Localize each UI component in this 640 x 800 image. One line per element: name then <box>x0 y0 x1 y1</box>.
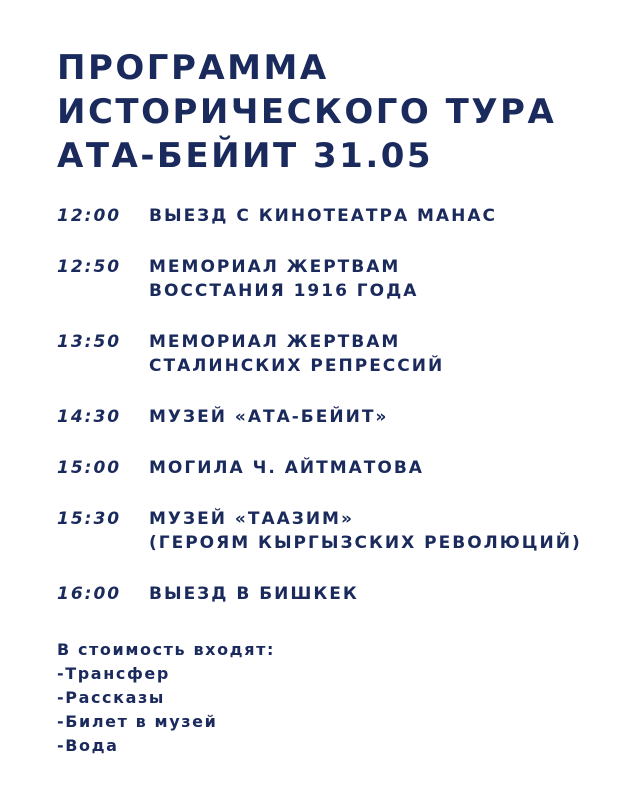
schedule-time: 12:50 <box>57 257 122 277</box>
schedule-item <box>57 204 627 228</box>
schedule-description <box>149 456 424 480</box>
title-line-1: ПРОГРАММА <box>57 48 329 88</box>
schedule-list <box>57 204 627 633</box>
schedule-description-line: СТАЛИНСКИХ РЕПРЕССИЙ <box>149 356 445 376</box>
price-includes-heading: В стоимость входят: <box>57 640 275 659</box>
schedule-description-line: ВОССТАНИЯ 1916 ГОДА <box>149 281 419 301</box>
schedule-item <box>57 456 627 480</box>
schedule-description <box>149 405 388 429</box>
schedule-item <box>57 582 627 606</box>
schedule-description-line: (ГЕРОЯМ КЫРГЫЗСКИХ РЕВОЛЮЦИЙ) <box>149 533 582 553</box>
schedule-time: 14:30 <box>57 407 122 427</box>
schedule-time: 13:50 <box>57 332 122 352</box>
schedule-description-line: МЕМОРИАЛ ЖЕРТВАМ <box>149 332 401 352</box>
price-includes-item: -Рассказы <box>57 688 165 707</box>
schedule-description-line: ВЫЕЗД В БИШКЕК <box>149 584 359 604</box>
price-includes-item: -Билет в музей <box>57 712 218 731</box>
schedule-time: 16:00 <box>57 584 122 604</box>
schedule-item <box>57 507 627 555</box>
price-includes <box>57 638 275 758</box>
schedule-description <box>149 255 418 303</box>
schedule-description-line: МЕМОРИАЛ ЖЕРТВАМ <box>149 257 401 277</box>
title-line-2: ИСТОРИЧЕСКОГО ТУРА <box>57 92 557 132</box>
schedule-description <box>149 330 444 378</box>
schedule-item <box>57 405 627 429</box>
schedule-description <box>149 204 497 228</box>
schedule-description <box>149 507 582 555</box>
schedule-time: 15:30 <box>57 509 122 529</box>
schedule-description-line: ВЫЕЗД С КИНОТЕАТРА МАНАС <box>149 206 497 226</box>
schedule-item <box>57 255 627 303</box>
schedule-description-line: МУЗЕЙ «ТААЗИМ» <box>149 509 354 529</box>
page-title <box>57 46 617 178</box>
price-includes-item: -Вода <box>57 736 119 755</box>
title-line-3: АТА-БЕЙИТ 31.05 <box>57 136 434 176</box>
schedule-description-line: МУЗЕЙ «АТА-БЕЙИТ» <box>149 407 389 427</box>
schedule-description-line: МОГИЛА Ч. АЙТМАТОВА <box>149 458 424 478</box>
schedule-time: 12:00 <box>57 206 122 226</box>
schedule-description <box>149 582 359 606</box>
price-includes-item: -Трансфер <box>57 664 170 683</box>
schedule-time: 15:00 <box>57 458 122 478</box>
schedule-item <box>57 330 627 378</box>
